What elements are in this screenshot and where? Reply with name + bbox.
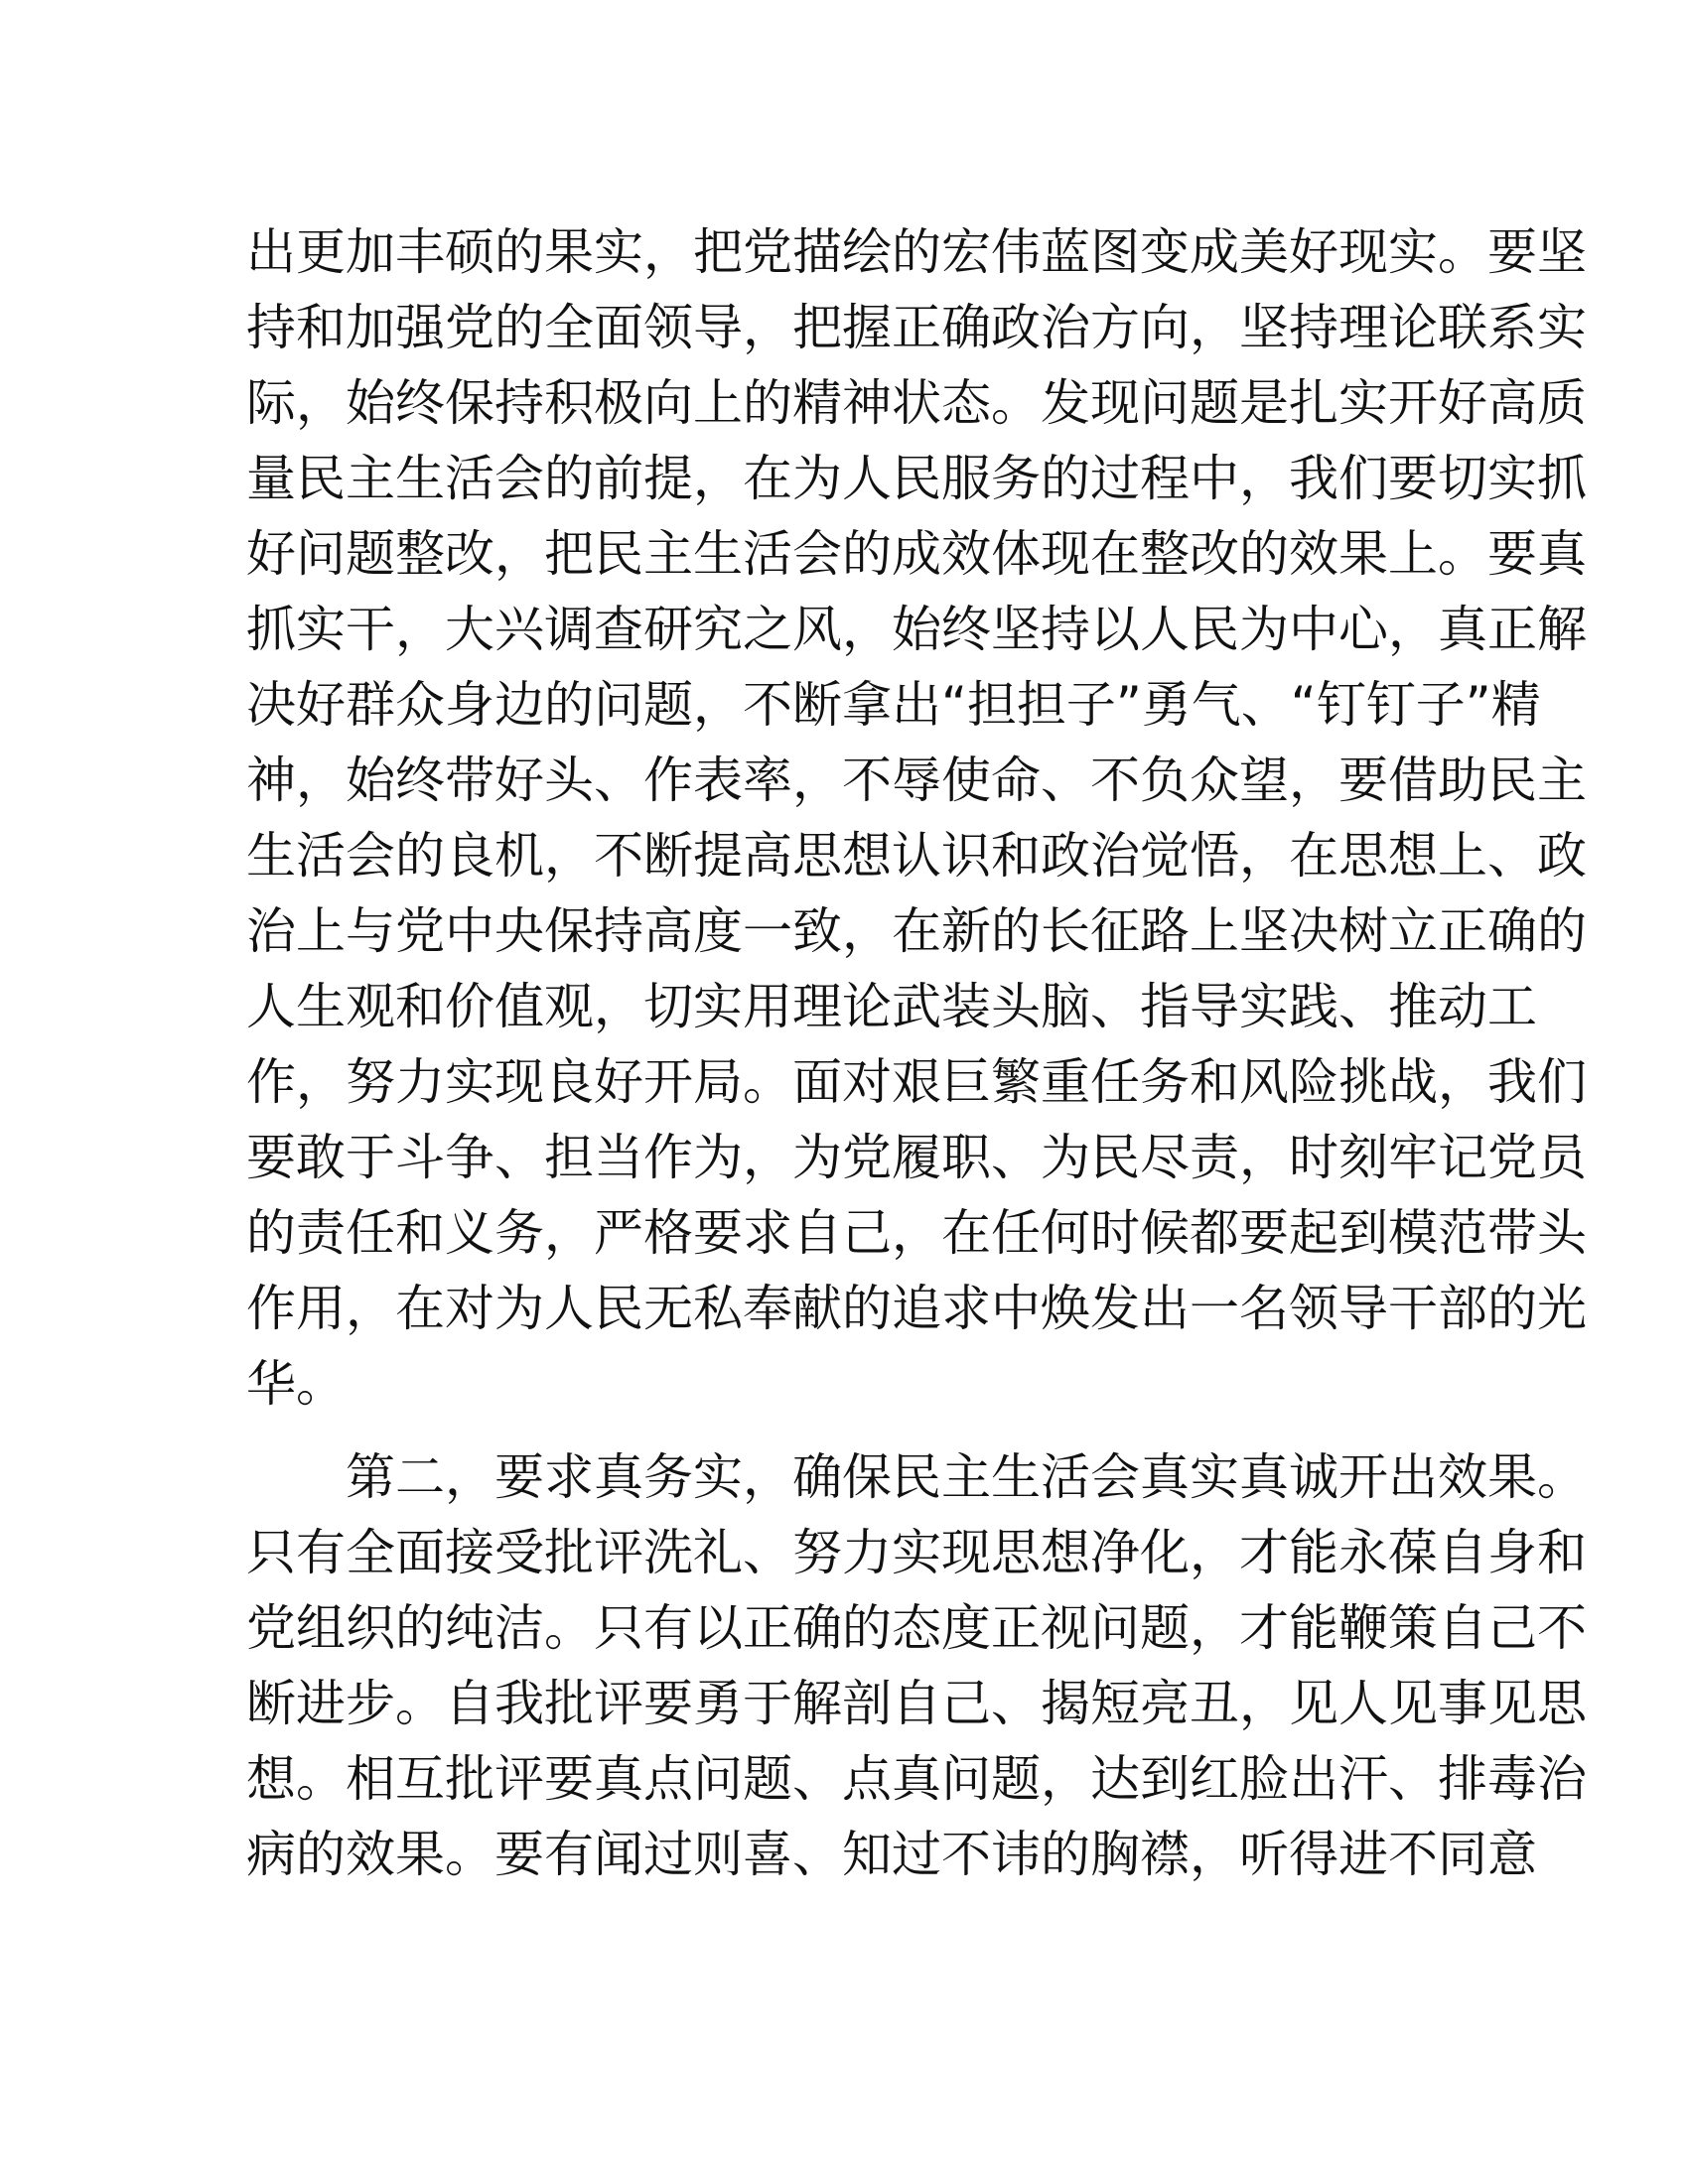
text-line: 想。相互批评要真点问题、点真问题，达到红脸出汗、排毒治 bbox=[246, 1750, 1587, 1808]
text-line: 人生观和价值观，切实用理论武装头脑、指导实践、推动工 bbox=[246, 978, 1537, 1035]
text-line: 要敢于斗争、担当作为，为党履职、为民尽责，时刻牢记党员 bbox=[246, 1129, 1587, 1186]
text-line: 断进步。自我批评要勇于解剖自己、揭短亮丑，见人见事见思 bbox=[246, 1675, 1587, 1732]
text-line: 病的效果。要有闻过则喜、知过不讳的胸襟，听得进不同意 bbox=[246, 1826, 1537, 1883]
text-line: 华。 bbox=[246, 1355, 346, 1413]
text-line: 抓实干，大兴调查研究之风，始终坚持以人民为中心，真正解 bbox=[246, 601, 1587, 658]
text-line-indented: 第二，要求真务实，确保民主生活会真实真诚开出效果。 bbox=[346, 1448, 1587, 1506]
text-line: 只有全面接受批评洗礼、努力实现思想净化，才能永葆自身和 bbox=[246, 1524, 1587, 1581]
document-body bbox=[246, 214, 1587, 1892]
text-line: 作，努力实现良好开局。面对艰巨繁重任务和风险挑战，我们 bbox=[246, 1053, 1587, 1111]
paragraph-2 bbox=[246, 1439, 1587, 1892]
text-line: 神，始终带好头、作表率，不辱使命、不负众望，要借助民主 bbox=[246, 751, 1587, 809]
text-line: 治上与党中央保持高度一致，在新的长征路上坚决树立正确的 bbox=[246, 902, 1587, 960]
text-line: 党组织的纯洁。只有以正确的态度正视问题，才能鞭策自己不 bbox=[246, 1599, 1587, 1657]
paragraph-1 bbox=[246, 214, 1587, 1422]
text-line: 持和加强党的全面领导，把握正确政治方向，坚持理论联系实 bbox=[246, 299, 1587, 356]
text-line: 好问题整改，把民主生活会的成效体现在整改的效果上。要真 bbox=[246, 525, 1587, 583]
text-line: 作用，在对为人民无私奉献的追求中焕发出一名领导干部的光 bbox=[246, 1280, 1587, 1337]
text-line: 际，始终保持积极向上的精神状态。发现问题是扎实开好高质 bbox=[246, 374, 1587, 432]
text-line: 的责任和义务，严格要求自己，在任何时候都要起到模范带头 bbox=[246, 1204, 1587, 1262]
text-line: 出更加丰硕的果实，把党描绘的宏伟蓝图变成美好现实。要坚 bbox=[246, 223, 1587, 281]
text-line: 量民主生活会的前提，在为人民服务的过程中，我们要切实抓 bbox=[246, 450, 1587, 507]
text-line: 生活会的良机，不断提高思想认识和政治觉悟，在思想上、政 bbox=[246, 827, 1587, 885]
text-line: 决好群众身边的问题，不断拿出“担担子”勇气、“钉钉子”精 bbox=[246, 676, 1541, 734]
